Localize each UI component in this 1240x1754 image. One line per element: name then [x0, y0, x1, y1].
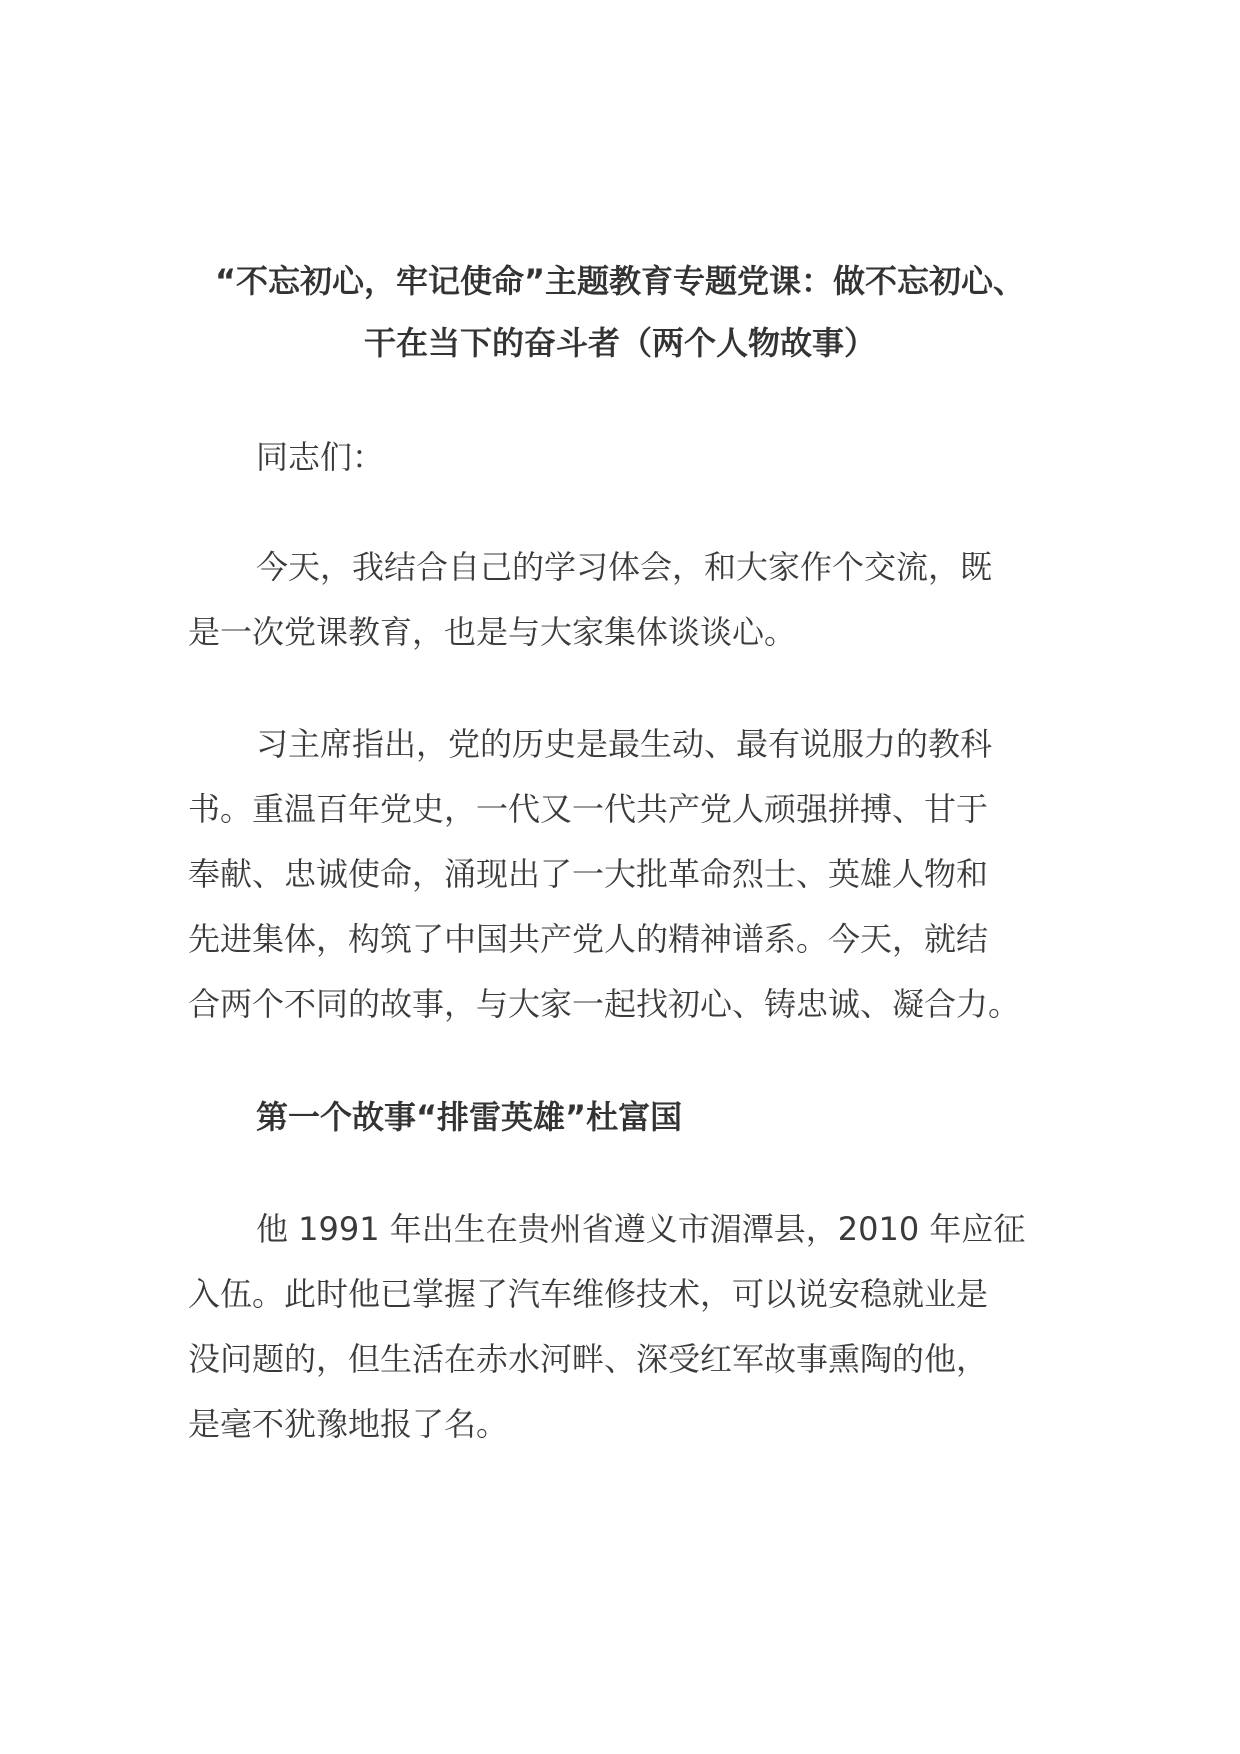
paragraph-line: 今天，我结合自己的学习体会，和大家作个交流，既 — [256, 548, 993, 586]
paragraph-line: 是毫不犹豫地报了名。 — [188, 1405, 509, 1443]
paragraph-line: 是一次党课教育，也是与大家集体谈谈心。 — [188, 613, 797, 651]
paragraph-party-history — [188, 712, 1058, 1037]
title-line-2: 干在当下的奋斗者（两个人物故事） — [363, 324, 876, 362]
paragraph-line: 奉献、忠诚使命，涌现出了一大批革命烈士、英雄人物和 — [188, 855, 989, 893]
paragraph-line: 书。重温百年党史，一代又一代共产党人顽强拼搏、甘于 — [188, 790, 989, 828]
greeting-text: 同志们： — [256, 438, 385, 476]
greeting — [188, 425, 1058, 490]
paragraph-line: 合两个不同的故事，与大家一起找初心、铸忠诚、凝合力。 — [188, 985, 1021, 1023]
paragraph-story-1 — [188, 1197, 1058, 1457]
section-heading-story-1 — [188, 1085, 1058, 1150]
section-heading-text: 第一个故事“排雷英雄”杜富国 — [256, 1098, 683, 1136]
title-line-1: “不忘初心，牢记使命”主题教育专题党课：做不忘初心、 — [214, 262, 1026, 300]
paragraph-intro — [188, 535, 1058, 665]
paragraph-line: 入伍。此时他已掌握了汽车维修技术，可以说安稳就业是 — [188, 1275, 989, 1313]
paragraph-line: 习主席指出，党的历史是最生动、最有说服力的教科 — [256, 725, 993, 763]
document-title — [160, 250, 1080, 374]
paragraph-line: 先进集体，构筑了中国共产党人的精神谱系。今天，就结 — [188, 920, 989, 958]
paragraph-line: 没问题的，但生活在赤水河畔、深受红军故事熏陶的他， — [188, 1340, 989, 1378]
paragraph-line: 他 1991 年出生在贵州省遵义市湄潭县，2010 年应征 — [256, 1210, 1026, 1248]
